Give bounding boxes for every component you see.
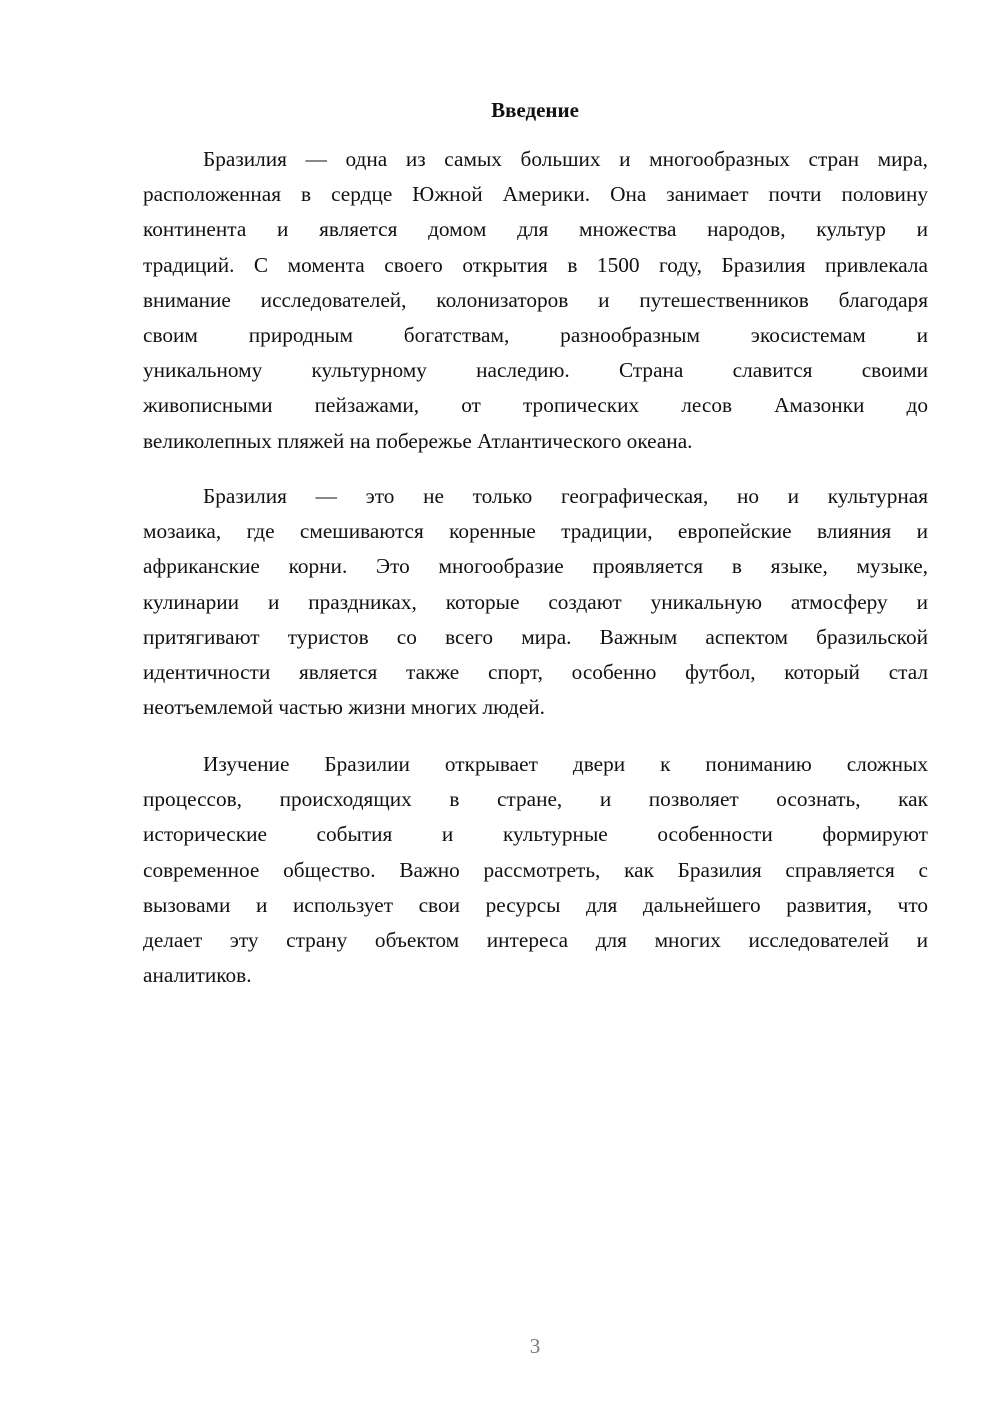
text-line: традиций. С момента своего открытия в 1500 году, Бразилия привлекала (143, 252, 928, 277)
text-line: кулинарии и праздниках, которые создают уникальную атмосферу и (143, 589, 928, 614)
text-line: расположенная в сердце Южной Америки. Она занимает почти половину (143, 182, 928, 207)
text-line: притягивают туристов со всего мира. Важным аспектом бразильской (143, 624, 928, 649)
text-line: мозаика, где смешиваются коренные традиции, европейские влияния и (143, 519, 928, 544)
text-line: исторические события и культурные особенности формируют (143, 822, 928, 847)
paragraph-1 (143, 142, 928, 459)
paragraph-3 (143, 747, 928, 993)
text-line: аналитиков. (143, 963, 252, 988)
text-line: живописными пейзажами, от тропических лесов Амазонки до (143, 393, 928, 418)
text-line: уникальному культурному наследию. Страна славится своими (143, 358, 928, 383)
text-line: африканские корни. Это многообразие проявляется в языке, музыке, (143, 554, 928, 579)
text-line: неотъемлемой частью жизни многих людей. (143, 695, 545, 720)
text-line: великолепных пляжей на побережье Атлантического океана. (143, 428, 693, 453)
text-line: идентичности является также спорт, особенно футбол, который стал (143, 659, 928, 684)
text-line: Бразилия — одна из самых больших и многообразных стран мира, (203, 147, 928, 171)
paragraph-2 (143, 479, 928, 725)
text-line: внимание исследователей, колонизаторов и путешественников благодаря (143, 287, 928, 312)
text-line: Бразилия — это не только географическая, но и культурная (203, 484, 928, 508)
text-line: вызовами и использует свои ресурсы для дальнейшего развития, что (143, 892, 928, 917)
section-title: Введение (491, 98, 579, 122)
page-number: 3 (529, 1334, 541, 1358)
text-line: своим природным богатствам, разнообразным экосистемам и (143, 322, 928, 347)
text-line: делает эту страну объектом интереса для многих исследователей и (143, 927, 928, 952)
text-line: современное общество. Важно рассмотреть, как Бразилия справляется с (143, 857, 928, 882)
text-line: Изучение Бразилии открывает двери к пониманию сложных (203, 752, 928, 776)
text-line: континента и является домом для множества народов, культур и (143, 217, 928, 242)
text-line: процессов, происходящих в стране, и позволяет осознать, как (143, 787, 928, 812)
